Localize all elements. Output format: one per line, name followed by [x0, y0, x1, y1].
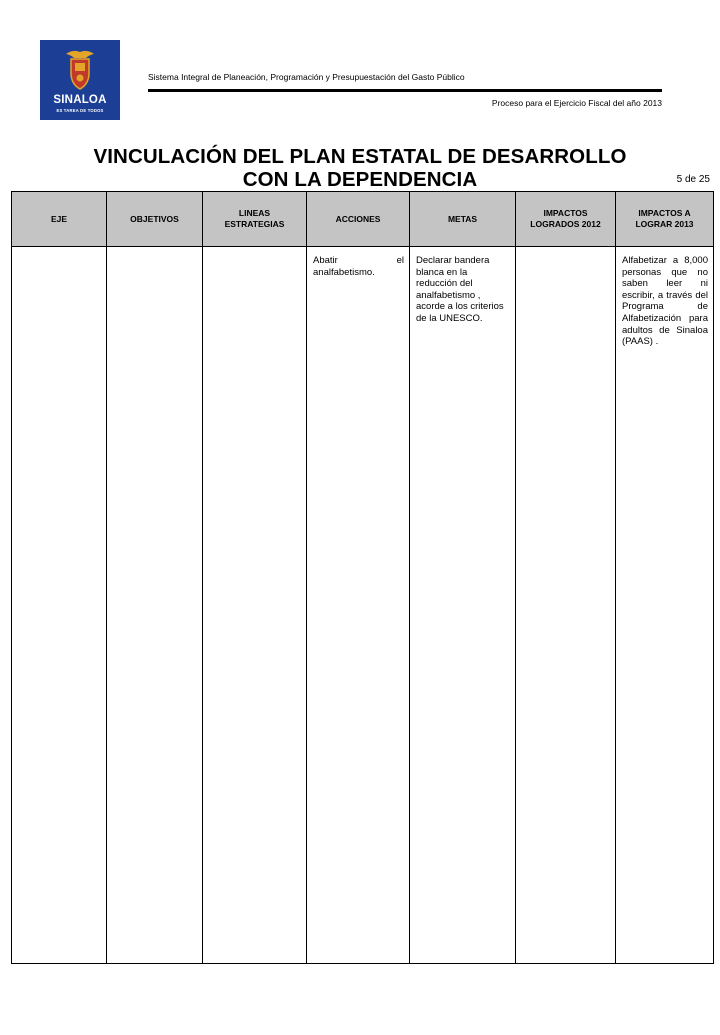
- column-header-eje: EJE: [12, 192, 107, 247]
- cell-eje: [12, 247, 107, 964]
- column-header-acciones: ACCIONES: [307, 192, 410, 247]
- column-header-impactos-lograr: IMPACTOS A LOGRAR 2013: [616, 192, 714, 247]
- document-title: [0, 145, 720, 191]
- table-row: [12, 247, 714, 964]
- table-header-row: [12, 192, 714, 247]
- document-title-line2: CON LA DEPENDENCIA: [242, 168, 478, 191]
- sinaloa-logo: [40, 40, 120, 120]
- system-title: Sistema Integral de Planeación, Programación y Presupuestación del Gasto Público: [148, 72, 465, 82]
- logo-name: SINALOA: [53, 94, 107, 106]
- logo-tagline: ES TAREA DE TODOS: [56, 108, 104, 113]
- cell-metas: Declarar bandera blanca en la reducción del analfabetismo , acorde a los criterios de la UNESCO.: [410, 247, 516, 964]
- column-header-metas: METAS: [410, 192, 516, 247]
- cell-acciones: Abatir el analfabetismo.: [307, 247, 410, 964]
- column-header-impactos-logrados: IMPACTOS LOGRADOS 2012: [516, 192, 616, 247]
- cell-impactos-logrados: [516, 247, 616, 964]
- vinculacion-table: [11, 191, 714, 964]
- cell-objetivos: [107, 247, 203, 964]
- cell-lineas-estrategias: [203, 247, 307, 964]
- process-title: Proceso para el Ejercicio Fiscal del año 2013: [491, 98, 662, 108]
- column-header-lineas-estrategias: LINEAS ESTRATEGIAS: [203, 192, 307, 247]
- page-number: 5 de 25: [676, 174, 710, 185]
- header-divider: [148, 89, 662, 92]
- column-header-objetivos: OBJETIVOS: [107, 192, 203, 247]
- document-title-line1: VINCULACIÓN DEL PLAN ESTATAL DE DESARROLLO: [93, 145, 627, 168]
- cell-impactos-lograr: Alfabetizar a 8,000 personas que no saben leer ni escribir, a través del Programa de Alfabetización para adultos de Sinaloa (PAAS) .: [616, 247, 714, 964]
